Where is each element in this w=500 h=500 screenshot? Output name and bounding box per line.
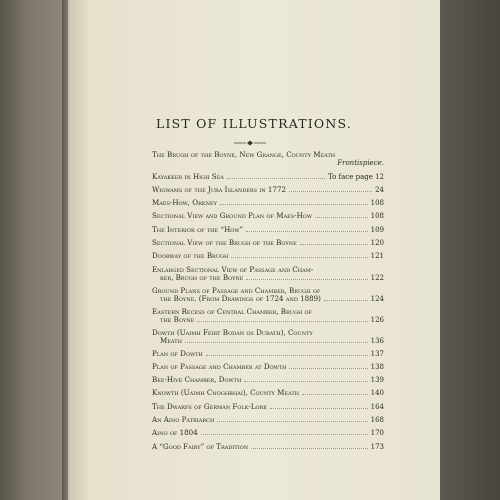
list-item: [152, 226, 384, 234]
page-number: 139: [370, 376, 384, 385]
dot-leader: [220, 204, 368, 205]
list-item: [152, 363, 384, 371]
dot-leader: [244, 381, 367, 382]
dot-leader: [324, 300, 368, 301]
page-number: 126: [370, 315, 384, 324]
entry-title: Plan of Dowth: [152, 349, 203, 358]
ornament-divider-icon: [233, 139, 267, 147]
page-number: 137: [370, 349, 384, 358]
page-title: LIST OF ILLUSTRATIONS.: [155, 116, 352, 131]
entry-title: Sectional View of the Brugh of the Boyne: [152, 238, 297, 247]
page-number: 122: [370, 273, 384, 282]
entry-title: Wigwams of the Jura Islanders in 1772: [152, 185, 286, 194]
dot-leader: [197, 321, 367, 322]
entry-title: Dowth (Uaimh Feirt Bodan os Dubath), County: [152, 328, 313, 337]
page-number: 170: [370, 429, 384, 438]
entry-title: The Brugh of the Boyne, New Grange, County Meath: [152, 151, 336, 159]
page-number: 108: [370, 212, 384, 221]
dot-leader: [231, 257, 367, 258]
entry-title: Meath: [160, 336, 182, 345]
page-number: 140: [370, 389, 384, 398]
dot-leader: [315, 217, 368, 218]
list-item: [152, 429, 384, 437]
page-number: 164: [370, 402, 384, 411]
entry-title: the Boyne. (From Drawings of 1724 and 1889): [160, 294, 321, 303]
dark-background: [440, 0, 500, 500]
page-number: 120: [370, 238, 384, 247]
dot-leader: [227, 178, 325, 179]
list-item: [152, 329, 384, 345]
entry-title: Ground Plans of Passage and Chamber, Brugh of: [152, 286, 321, 295]
dot-leader: [201, 434, 368, 435]
entry-title: Aino of 1804: [152, 429, 198, 438]
entry-title: Doorway of the Brugh: [152, 252, 229, 261]
illustrations-list: [152, 151, 384, 456]
entry-title: ber, Brugh of the Boyne: [160, 273, 244, 282]
list-item: [152, 173, 384, 181]
entry-title: Maes-How, Orkney: [152, 199, 217, 208]
dot-leader: [270, 408, 368, 409]
page-number: 124: [370, 294, 384, 303]
page-number: To face page 12: [327, 172, 384, 181]
entry-title: the Boyne: [160, 315, 195, 324]
entry-title: The Interior of the “How”: [152, 225, 244, 234]
dot-leader: [185, 342, 368, 343]
entry-title: Plan of Passage and Chamber at Dowth: [152, 362, 287, 371]
page-number: 108: [370, 199, 384, 208]
facing-page: [0, 0, 68, 500]
list-item: [152, 266, 384, 282]
page-number: 121: [370, 252, 384, 261]
entry-title: A “Good Fairy” of Tradition: [152, 442, 249, 451]
frontispiece-note: Frontispiece.: [337, 159, 384, 168]
list-item: [152, 186, 384, 194]
page-number: 168: [370, 416, 384, 425]
list-item: [152, 199, 384, 207]
page-number: 109: [370, 225, 384, 234]
page-number: 173: [370, 442, 384, 451]
dot-leader: [246, 279, 367, 280]
dot-leader: [217, 421, 367, 422]
page-number: 136: [370, 336, 384, 345]
list-item: [152, 239, 384, 247]
list-item: [152, 403, 384, 411]
entry-title: Enlarged Sectional View of Passage and Cham-: [152, 265, 314, 274]
dot-leader: [289, 191, 372, 192]
dot-leader: [251, 448, 367, 449]
entry-title: The Dwarfs of German Folk-Lore: [152, 402, 268, 411]
list-item: [152, 212, 384, 220]
entry-title: Knowth (Uaimh Cnoghbhai), County Meath: [152, 389, 300, 398]
entry-title: Bee-Hive Chamber, Dowth: [152, 376, 242, 385]
list-item: [152, 416, 384, 424]
page-number: 138: [370, 362, 384, 371]
list-item: [152, 151, 384, 167]
entry-title: Kayakker in High Sea: [152, 172, 224, 181]
list-item: [152, 443, 384, 451]
entry-title: An Aino Patriarch: [152, 416, 215, 425]
list-item: [152, 376, 384, 384]
entry-title: Sectional View and Ground Plan of Maes-How: [152, 212, 313, 221]
page-gutter-shadow: [62, 0, 70, 500]
entry-title: Eastern Recess of Central Chamber, Brugh of: [152, 307, 313, 316]
dot-leader: [302, 394, 368, 395]
list-item: [152, 350, 384, 358]
list-item: [152, 252, 384, 260]
page-number: 24: [375, 185, 384, 194]
dot-leader: [206, 355, 368, 356]
list-item: [152, 389, 384, 397]
list-item: [152, 287, 384, 303]
dot-leader: [300, 244, 368, 245]
dot-leader: [246, 231, 368, 232]
dot-leader: [289, 368, 367, 369]
list-item: [152, 308, 384, 324]
